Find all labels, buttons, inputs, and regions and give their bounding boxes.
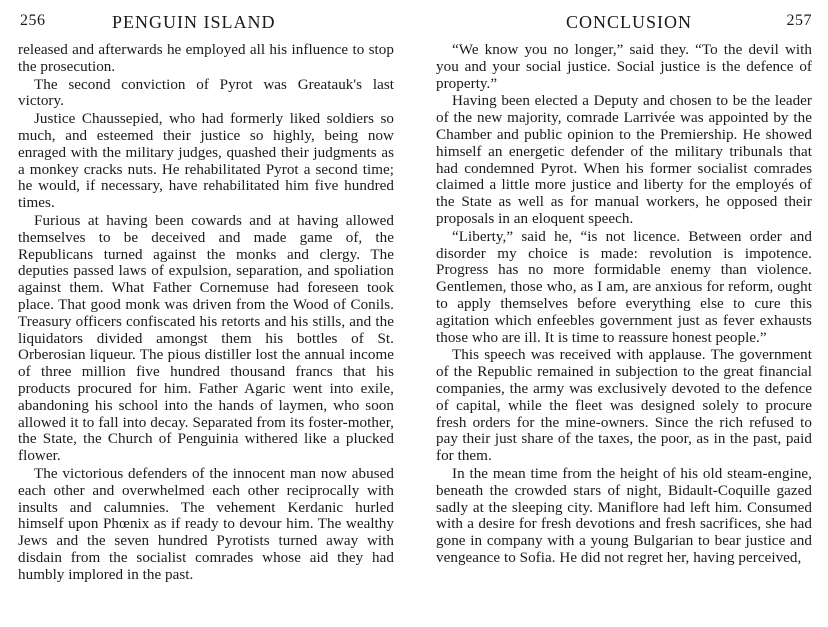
paragraph: Justice Chaussepied, who had formerly liked soldiers so much, and esteemed their justice so highly, being now enraged with the military judges, quashed their judgments as a monkey cracks nuts. He rehabilitated Pyrot a second time; he would, if necessary, have rehabilitated him five hundred times. (18, 111, 394, 212)
running-title-right: CONCLUSION (566, 12, 693, 32)
page-number-left: 256 (20, 12, 46, 29)
paragraph: In the mean time from the height of his old steam-engine, beneath the crowded stars of night, Bidault-Coquille gazed sadly at the sleeping city. Maniflore had left him. Consumed with a desire for fresh devotions and fresh sacrifices, she had gone in company with a young Bulgarian to bear justice and vengeance to Sofia. He did not regret her, having perceived, (436, 465, 812, 566)
paragraph: The victorious defenders of the innocent man now abused each other and overwhelmed each other reciprocally with insults and calumnies. The vehement Kerdanic hurled himself upon Phœnix as if ready to devour him. The wealthy Jews and the seven hundred Pyrotists turned away with disdain from the socialist comrades whose aid they had humbly implored in the past. (18, 465, 394, 583)
paragraph: Having been elected a Deputy and chosen to be the leader of the new majority, comrade Larrivée was appointed by the Chamber and public opinion to the Premiership. He showed himself an energetic defender of the military tribunals that had condemned Pyrot. When his former socialist comrades claimed a little more justice and liberty for the employés of the State as well as for manual workers, he opposed their proposals in an eloquent speech. (436, 93, 812, 227)
paragraph: This speech was received with applause. The government of the Republic remained in subjection to the great financial companies, the army was exclusively devoted to the defence of capital, while the fleet was designed solely to procure fresh orders for the mine-owners. Since the rich refused to pay their just share of the taxes, the poor, as in the past, paid for them. (436, 347, 812, 465)
page-number-right: 257 (786, 12, 812, 29)
running-title-left: PENGUIN ISLAND (112, 12, 276, 32)
right-page (436, 0, 812, 627)
paragraph: Furious at having been cowards and at having allowed themselves to be deceived and made game of, the Republicans turned against the monks and clergy. The deputies passed laws of expulsion, separation, and spoliation against them. What Father Cornemuse had foreseen took place. That good monk was driven from the Wood of Conils. Treasury officers confiscated his retorts and his stills, and the liquidators divided amongst them his bottles of St. Orberosian liqueur. The pious distiller lost the annual income of three million five hundred thousand francs that his products procured for him. Father Agaric went into exile, abandoning his school into the hands of laymen, who soon allowed it to fall into decay. Separated from its foster-mother, the State, the Church of Penguinia withered like a plucked flower. (18, 212, 394, 465)
left-page-header (18, 12, 394, 38)
left-page (18, 0, 394, 627)
paragraph: released and afterwards he employed all his influence to stop the prosecution. (18, 42, 394, 75)
right-page-text (436, 42, 812, 567)
left-page-text (18, 42, 394, 584)
right-page-header (436, 12, 812, 38)
paragraph: “Liberty,” said he, “is not licence. Between order and disorder my choice is made: revolution is impotence. Progress has no more formidable enemy than violence. Gentlemen, those who, as I am, are anxious for reform, ought to apply themselves before everything else to cure this agitation which enfeebles government just as fever exhausts those who are ill. It is time to reassure honest people.” (436, 228, 812, 346)
paragraph: “We know you no longer,” said they. “To the devil with you and your social justice. Social justice is the defence of property.” (436, 42, 812, 92)
paragraph: The second conviction of Pyrot was Greatauk's last victory. (18, 76, 394, 110)
